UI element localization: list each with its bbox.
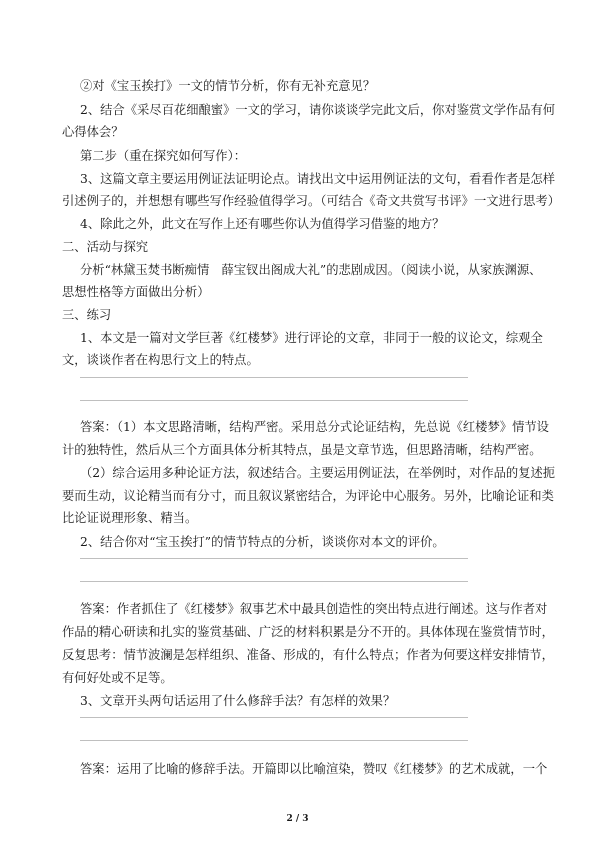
- exercise-line: 文，谈谈作者在构思行文上的特点。: [62, 353, 259, 367]
- step-heading: 第二步（重在探究如何写作）：: [80, 149, 247, 163]
- activity-line: 分析“林黛玉焚书断痴情 薛宝钗出阁成大礼”的悲剧成因。（阅读小说，从家族渊源、: [80, 263, 542, 277]
- answer-line: 答案：（1）本文思路清晰，结构严密。采用总分式论证结构，先总说《红楼梦》情节设: [80, 420, 549, 434]
- answer-line: 比论证说理形象、精当。: [62, 511, 198, 525]
- question-line: 心得体会？: [62, 125, 124, 139]
- question-line: 2、结合《采尽百花细酿蜜》一文的学习，请你谈谈学完此文后，你对鉴赏文学作品有何: [80, 103, 556, 117]
- answer-rule-line: [80, 581, 468, 582]
- answer-rule-line: [80, 400, 468, 401]
- question-line: 3、这篇文章主要运用例证法证明论点。请找出文中运用例证法的文句，看看作者是怎样: [80, 172, 556, 186]
- section-heading: 三、练习: [62, 308, 112, 322]
- answer-rule-line: [80, 740, 468, 741]
- exercise-line: 1、本文是一篇对文学巨著《红楼梦》进行评论的文章，非同于一般的议论文，综观全: [80, 331, 543, 345]
- answer-rule-line: [80, 717, 468, 718]
- answer-line: 有何好处或不足等。: [62, 671, 173, 685]
- section-heading: 二、活动与探究: [62, 240, 149, 254]
- exercise-line: 2、结合你对“宝玉挨打”的情节特点的分析，谈谈你对本文的评价。: [80, 535, 445, 549]
- question-line: 4、除此之外，此文在写作上还有哪些你认为值得学习借鉴的地方？: [80, 217, 445, 231]
- answer-line: 反复思考：情节波澜是怎样组织、准备、形成的，有什么特点；作者为何要这样安排情节，: [62, 648, 554, 662]
- question-line: 引述例子的，并想想有哪些写作经验值得学习。（可结合《奇文共赏写书评》一文进行思考）: [62, 194, 561, 208]
- exercise-line: 3、文章开头两句话运用了什么修辞手法？有怎样的效果？: [80, 694, 396, 708]
- answer-line: 答案：运用了比喻的修辞手法。开篇即以比喻渲染，赞叹《红楼梦》的艺术成就，一个: [80, 762, 548, 776]
- answer-line: 要而生动，议论精当而有分寸，而且叙议紧密结合，为评论中心服务。另外，比喻论证和类: [62, 489, 554, 503]
- answer-rule-line: [80, 558, 468, 559]
- answer-line: 作品的精心研读和扎实的鉴赏基础、广泛的材料积累是分不开的。具体体现在鉴赏情节时，: [62, 625, 554, 639]
- answer-line: 计的独特性，然后从三个方面具体分析其特点，虽是文章节选，但思路清晰，结构严密。: [62, 443, 542, 457]
- page-number: 2 / 3: [286, 814, 309, 824]
- answer-line: （2）综合运用多种论证方法，叙述结合。主要运用例证法，在举例时，对作品的复述扼: [80, 466, 556, 480]
- answer-line: 答案：作者抓住了《红楼梦》叙事艺术中最具创造性的突出特点进行阐述。这与作者对: [80, 602, 548, 616]
- question-line: ②对《宝玉挨打》一文的情节分析，你有无补充意见？: [80, 79, 376, 93]
- answer-rule-line: [80, 377, 468, 378]
- activity-line: 思想性格等方面做出分析）: [62, 285, 210, 299]
